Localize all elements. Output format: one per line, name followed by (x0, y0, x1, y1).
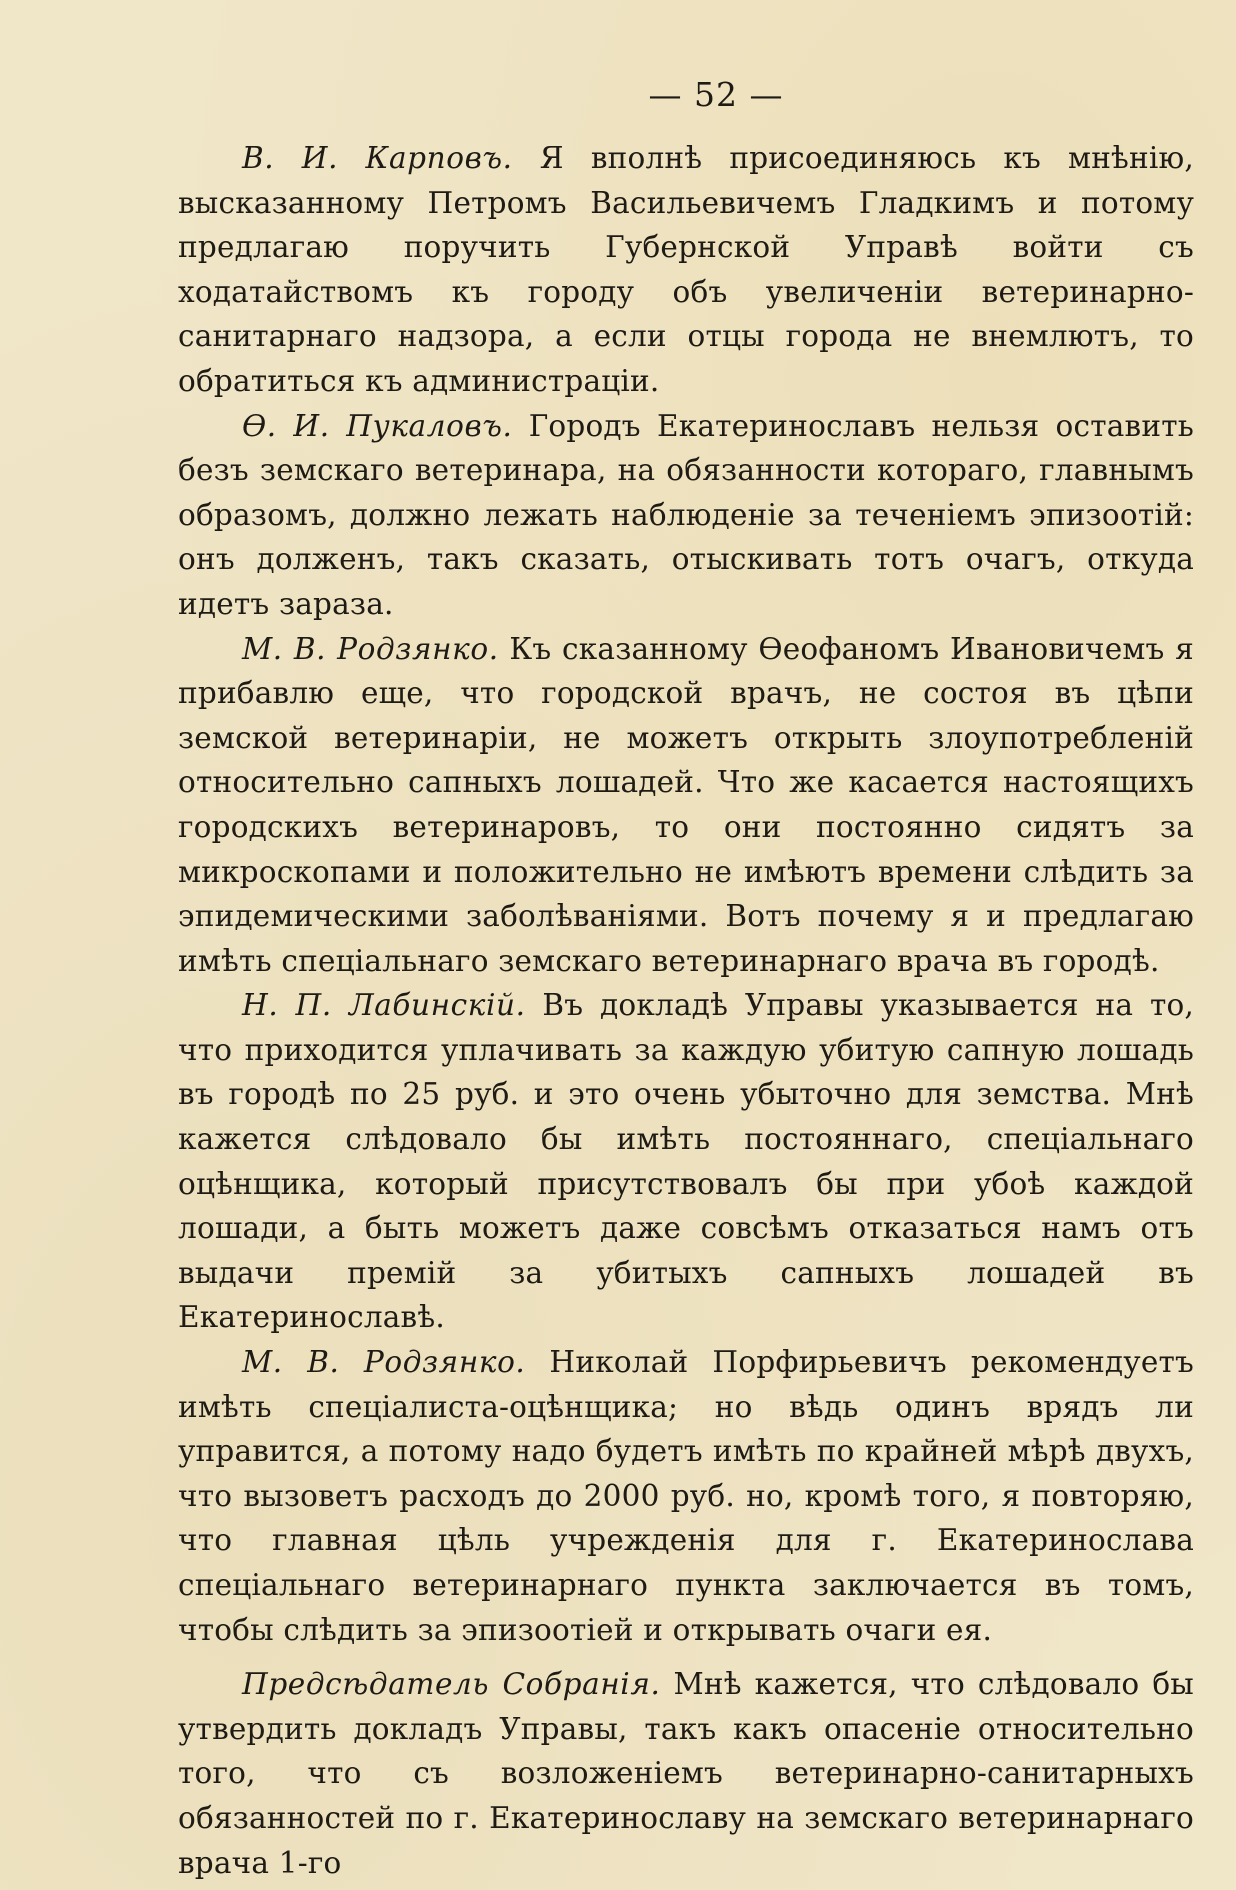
paragraph-rodzyanko-1 (178, 627, 1194, 984)
paragraph-text: Городъ Екатеринославъ нельзя оставить безъ земскаго ветеринара, на обязанности котораго, главнымъ образомъ, должно лежать наблюденіе за теченіемъ эпизоотій: онъ долженъ, такъ сказать, отыскивать тотъ очагъ, откуда идетъ зараза. (178, 408, 1194, 621)
paragraph-karpov (178, 136, 1194, 404)
speaker-name: М. В. Родзянко. (242, 1345, 526, 1380)
speaker-name: Н. П. Лабинскій. (242, 988, 526, 1023)
paragraph-labinsky (178, 983, 1194, 1340)
paragraph-text: Николай Порфирьевичъ рекомендуетъ имѣть спеціалиста-оцѣнщика; но вѣдь одинъ врядъ ли управится, а потому надо будетъ имѣть по крайней мѣрѣ двухъ, что вызоветъ расходъ до 2000 руб. но, кромѣ того, я повторяю, что главная цѣль учрежденія для г. Екатеринослава спеціальнаго ветеринарнаго пункта заключается въ томъ, чтобы слѣдить за эпизоотіей и открывать очаги ея. (178, 1345, 1194, 1647)
page-number: — 52 — (648, 75, 784, 114)
speaker-name: Предсѣдатель Собранія. (242, 1667, 661, 1702)
speaker-name: В. И. Карповъ. (242, 141, 513, 175)
speaker-name: М. В. Родзянко. (242, 631, 499, 666)
speaker-name: Ѳ. И. Пукаловъ. (242, 408, 513, 443)
paragraph-text: Къ сказанному Ѳеофаномъ Ивановичемъ я прибавлю еще, что городской врачъ, не состоя въ цѣпи земской ветеринаріи, не можетъ открыть злоупотребленій относительно сапныхъ лошадей. Что же касается настоящихъ городскихъ ветеринаровъ, то они постоянно сидятъ за микроскопами и положительно не имѣютъ времени слѣдить за эпидемическими заболѣваніями. Вотъ почему я и предлагаю имѣть спеціальнаго земскаго ветеринарнаго врача въ городѣ. (178, 631, 1194, 978)
paragraph-chairman (178, 1662, 1194, 1885)
paragraph-text: Я вполнѣ присоединяюсь къ мнѣнію, высказанному Петромъ Васильевичемъ Гладкимъ и потому предлагаю поручить Губернской Управѣ войти съ ходатайствомъ къ городу объ увеличеніи ветеринарно-санитарнаго надзора, а если отцы города не внемлютъ, то обратиться къ администраціи. (178, 141, 1194, 398)
paragraph-pukalov (178, 404, 1194, 627)
paragraph-text: Въ докладѣ Управы указывается на то, что приходится уплачивать за каждую убитую сапную лошадь въ городѣ по 25 руб. и это очень убыточно для земства. Мнѣ кажется слѣдовало бы имѣть постояннаго, спеціальнаго оцѣнщика, который присутствовалъ бы при убоѣ каждой лошади, а быть можетъ даже совсѣмъ отказаться намъ отъ выдачи премій за убитыхъ сапныхъ лошадей въ Екатеринославѣ. (178, 988, 1195, 1335)
paragraph-rodzyanko-2 (178, 1340, 1194, 1652)
paragraph-text: Мнѣ кажется, что слѣдовало бы утвердить докладъ Управы, такъ какъ опасеніе относительно того, что съ возложеніемъ ветеринарно-санитарныхъ обязанностей по г. Екатеринославу на земскаго ветеринарнаго врача 1-го (178, 1667, 1194, 1880)
